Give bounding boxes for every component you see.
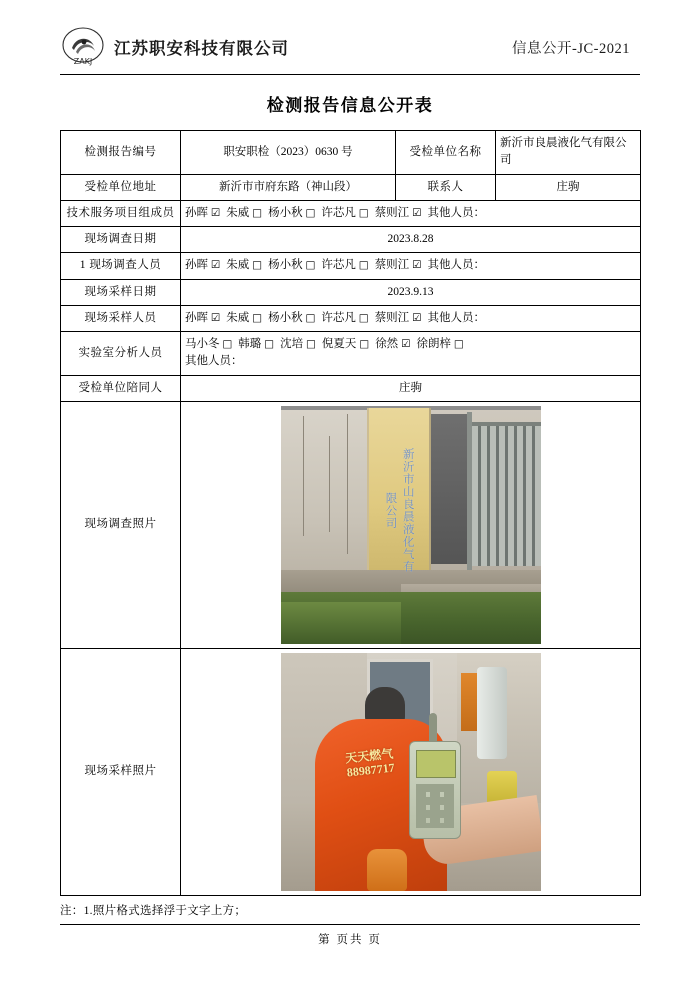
accompany-label: 受检单位陪同人	[61, 375, 181, 401]
member-checkbox-item[interactable]	[185, 207, 220, 219]
page-footer	[60, 924, 640, 947]
others-label-sample: 其他人员：	[427, 311, 485, 324]
survey-sign-text: 新沂市山良晨液化气有限公司	[384, 448, 414, 574]
info-table	[60, 130, 641, 896]
client-name-label: 受检单位名称	[396, 131, 496, 175]
checkbox-checked-icon[interactable]: ☑	[210, 311, 221, 324]
member-checkbox-item[interactable]	[321, 207, 368, 219]
table-row	[61, 174, 641, 200]
member-name: 蔡则江	[374, 259, 413, 272]
sample-date-value: 2023.9.13	[181, 279, 641, 305]
member-name: 孙晖	[185, 311, 211, 324]
member-name: 徐然	[375, 338, 402, 350]
member-checkbox-item[interactable]	[268, 259, 315, 271]
member-name: 朱威	[226, 311, 253, 324]
page-title: 检测报告信息公开表	[266, 96, 434, 115]
member-name: 蔡则江	[374, 206, 413, 219]
sample-photo-image	[281, 653, 541, 891]
member-checkbox-item[interactable]	[268, 207, 315, 219]
company-name: 江苏职安科技有限公司	[114, 39, 289, 58]
checkbox-unchecked-icon[interactable]: □	[305, 259, 316, 272]
table-row	[61, 227, 641, 253]
member-name: 马小冬	[185, 338, 223, 350]
member-checkbox-item[interactable]	[238, 338, 274, 350]
member-checkbox-item[interactable]	[321, 259, 368, 271]
checkbox-unchecked-icon[interactable]: □	[305, 206, 316, 219]
footer-divider	[60, 924, 640, 925]
report-no-value: 职安职检（2023）0630 号	[181, 131, 396, 175]
checkbox-checked-icon[interactable]: ☑	[412, 206, 422, 219]
table-note: 注：1.照片格式选择浮于文字上方；	[60, 904, 247, 917]
sample-photo-label: 现场采样照片	[61, 648, 181, 895]
member-name: 孙晖	[185, 206, 211, 219]
table-row	[61, 200, 641, 226]
sample-date-label: 现场采样日期	[61, 279, 181, 305]
checkbox-checked-icon[interactable]: ☑	[412, 311, 422, 324]
member-checkbox-item[interactable]	[375, 259, 422, 271]
table-row	[61, 279, 641, 305]
lab-staff-label: 实验室分析人员	[61, 332, 181, 376]
member-name: 杨小秋	[268, 259, 306, 272]
survey-staff-members	[181, 253, 641, 279]
survey-staff-label: 1 现场调查人员	[61, 253, 181, 279]
member-list-sample	[185, 312, 427, 324]
survey-photo-label: 现场调查照片	[61, 401, 181, 648]
member-checkbox-item[interactable]	[226, 259, 262, 271]
company-logo-icon	[60, 26, 106, 68]
sample-staff-label: 现场采样人员	[61, 305, 181, 331]
checkbox-checked-icon[interactable]: ☑	[401, 338, 411, 350]
member-list-team	[185, 207, 427, 219]
others-label-team: 其他人员：	[427, 206, 485, 219]
checkbox-unchecked-icon[interactable]: □	[359, 338, 370, 350]
client-addr-label: 受检单位地址	[61, 174, 181, 200]
member-checkbox-item[interactable]	[321, 312, 368, 324]
sample-photo-cell	[181, 648, 641, 895]
member-name: 蔡则江	[374, 311, 413, 324]
table-row	[61, 332, 641, 376]
sample-shirt-text: 天天燃气 88987717	[344, 746, 395, 780]
survey-date-label: 现场调查日期	[61, 227, 181, 253]
checkbox-unchecked-icon[interactable]: □	[358, 259, 369, 272]
member-checkbox-item[interactable]	[226, 207, 262, 219]
member-name: 倪夏天	[321, 338, 360, 350]
member-checkbox-item[interactable]	[280, 338, 316, 350]
member-checkbox-item[interactable]	[322, 338, 369, 350]
checkbox-unchecked-icon[interactable]: □	[305, 311, 316, 324]
table-row	[61, 253, 641, 279]
member-checkbox-item[interactable]	[375, 207, 422, 219]
member-name: 朱威	[226, 206, 253, 219]
report-no-label: 检测报告编号	[61, 131, 181, 175]
contact-value: 庄驹	[496, 174, 641, 200]
tech-team-label: 技术服务项目组成员	[61, 200, 181, 226]
member-name: 许芯凡	[321, 259, 359, 272]
member-checkbox-item[interactable]	[185, 259, 220, 271]
header-brand	[60, 26, 289, 68]
checkbox-unchecked-icon[interactable]: □	[252, 259, 263, 272]
checkbox-unchecked-icon[interactable]: □	[305, 338, 316, 350]
checkbox-checked-icon[interactable]: ☑	[210, 259, 221, 272]
member-name: 孙晖	[185, 259, 211, 272]
contact-label: 联系人	[396, 174, 496, 200]
member-list-survey	[185, 259, 427, 271]
table-row-survey-photo	[61, 401, 641, 648]
checkbox-unchecked-icon[interactable]: □	[252, 206, 263, 219]
member-name: 许芯凡	[321, 206, 359, 219]
accompany-value: 庄驹	[181, 375, 641, 401]
others-label-lab: 其他人员：	[185, 355, 243, 368]
member-checkbox-item[interactable]	[226, 312, 262, 324]
checkbox-checked-icon[interactable]: ☑	[412, 259, 422, 272]
member-name: 杨小秋	[268, 206, 306, 219]
member-checkbox-item[interactable]	[416, 338, 463, 350]
checkbox-checked-icon[interactable]: ☑	[210, 206, 221, 219]
member-checkbox-item[interactable]	[268, 312, 315, 324]
lab-staff-members	[181, 332, 641, 376]
client-addr-value: 新沂市市府东路（神山段）	[181, 174, 396, 200]
checkbox-unchecked-icon[interactable]: □	[358, 206, 369, 219]
checkbox-unchecked-icon[interactable]: □	[222, 338, 233, 350]
checkbox-unchecked-icon[interactable]: □	[252, 311, 263, 324]
page-header	[60, 0, 640, 74]
checkbox-unchecked-icon[interactable]: □	[358, 311, 369, 324]
table-row	[61, 305, 641, 331]
survey-date-value: 2023.8.28	[181, 227, 641, 253]
survey-photo-image	[281, 406, 541, 644]
checkbox-unchecked-icon[interactable]: □	[453, 338, 464, 350]
survey-photo-sign	[373, 446, 425, 576]
member-checkbox-item[interactable]	[375, 312, 422, 324]
sample-staff-members	[181, 305, 641, 331]
member-name: 杨小秋	[268, 311, 306, 324]
svg-text:ZAKJ: ZAKJ	[73, 57, 93, 66]
member-name: 韩璐	[238, 338, 265, 350]
table-row	[61, 131, 641, 175]
member-name: 沈培	[280, 338, 306, 350]
client-name-value: 新沂市良晨液化气有限公司	[496, 131, 641, 175]
header-divider	[60, 74, 640, 75]
member-checkbox-item[interactable]	[185, 338, 232, 350]
member-name: 朱威	[226, 259, 253, 272]
member-name: 徐朗梓	[416, 338, 454, 350]
tech-team-members	[181, 200, 641, 226]
checkbox-unchecked-icon[interactable]: □	[264, 338, 275, 350]
member-checkbox-item[interactable]	[185, 312, 220, 324]
document-code: 信息公开-JC-2021	[512, 40, 630, 57]
table-row	[61, 375, 641, 401]
table-row-sample-photo	[61, 648, 641, 895]
member-checkbox-item[interactable]	[375, 338, 410, 350]
member-list-lab	[185, 336, 636, 353]
page-number: 第 页共 页	[318, 934, 382, 946]
others-label-survey: 其他人员：	[427, 259, 485, 272]
member-name: 许芯凡	[321, 311, 359, 324]
survey-photo-cell	[181, 401, 641, 648]
